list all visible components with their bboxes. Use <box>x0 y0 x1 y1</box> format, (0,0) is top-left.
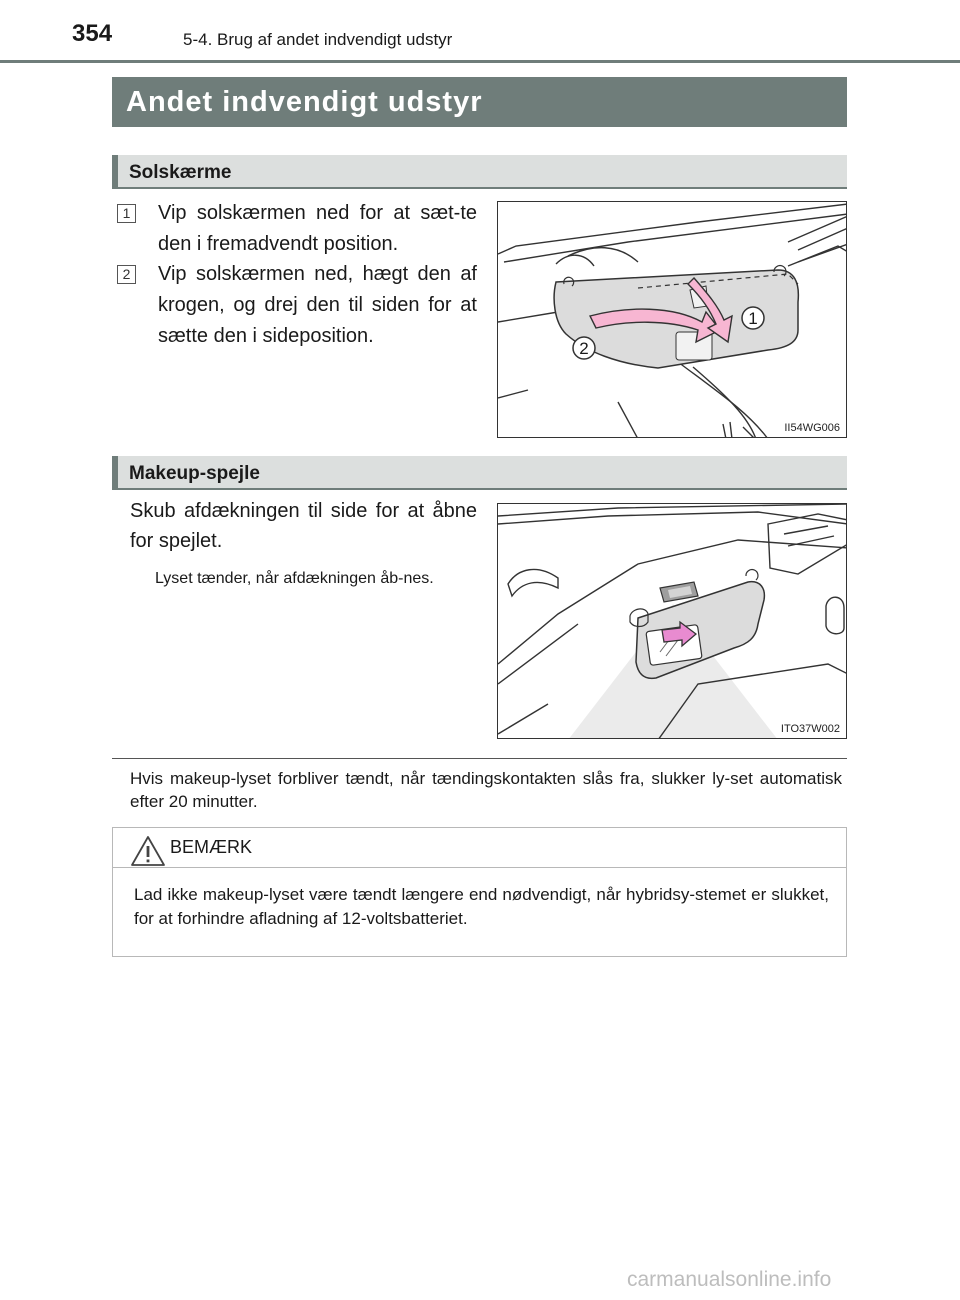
page-number: 354 <box>72 20 113 47</box>
watermark: carmanualsonline.info <box>627 1268 832 1291</box>
header-rule <box>0 60 960 63</box>
step-1 <box>112 198 477 260</box>
notice-title: BEMÆRK <box>170 837 253 857</box>
mirror-note: Lyset tænder, når afdækningen åb-nes. <box>155 570 434 587</box>
divider-rule <box>112 758 847 759</box>
step-number-badge: 1 <box>117 204 136 223</box>
step-number-badge: 2 <box>117 265 136 284</box>
figure-code: II54WG006 <box>784 422 840 434</box>
sun-visor-drawing <box>498 202 847 438</box>
mirror-instruction: Skub afdækningen til side for at åbne for spejlet. <box>130 500 477 552</box>
notice-box <box>112 827 847 957</box>
chapter-title: 5-4. Brug af andet indvendigt udstyr <box>183 30 453 49</box>
notice-text: Lad ikke makeup-lyset være tændt længere end nødvendigt, når hybridsy-stemet er slukket, for at forhindre afladning af 12-voltsbatteriet. <box>134 885 829 928</box>
section-title: Andet indvendigt udstyr <box>126 86 483 118</box>
subsection-heading-text: Solskærme <box>129 162 232 183</box>
notice-header <box>113 828 846 868</box>
heading-accent-bar <box>112 456 118 488</box>
subsection-heading-vanity-mirrors <box>112 456 847 490</box>
callout-2-label: 2 <box>579 339 589 358</box>
figure-code: ITO37W002 <box>780 723 840 735</box>
vanity-mirror-drawing <box>498 504 847 739</box>
subsection-heading-text: Makeup-spejle <box>129 463 260 484</box>
footnote: Hvis makeup-lyset forbliver tændt, når tændingskontakten slås fra, slukker ly-set automatisk efter 20 minutter. <box>130 769 842 811</box>
vanity-mirror-illustration <box>497 503 847 739</box>
subsection-heading-sun-visors <box>112 155 847 189</box>
callout-1-label: 1 <box>748 309 758 328</box>
section-title-banner <box>112 77 847 127</box>
warning-triangle-icon <box>130 835 166 867</box>
step-text: Vip solskærmen ned, hægt den af krogen, og drej den til siden for at sætte den i sideposition. <box>158 263 477 347</box>
sun-visor-illustration <box>497 201 847 438</box>
step-2 <box>112 259 477 352</box>
heading-accent-bar <box>112 155 118 187</box>
step-text: Vip solskærmen ned for at sæt-te den i fremadvendt position. <box>158 202 477 255</box>
